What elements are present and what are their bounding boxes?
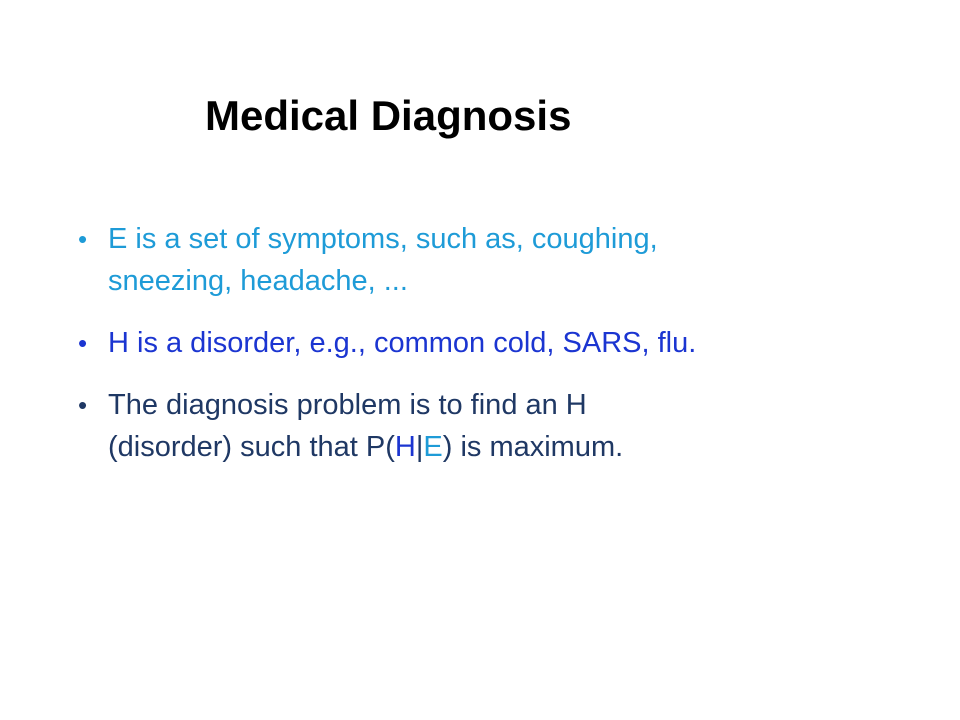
- bullet-text-segment: ) is maximum.: [442, 431, 624, 463]
- formula-h: H: [394, 431, 416, 463]
- bullet-dot-icon: •: [78, 224, 88, 254]
- slide-title: Medical Diagnosis: [205, 92, 572, 139]
- bullet-text-line: H is a disorder, e.g., common cold, SARS, flu.: [108, 327, 697, 359]
- formula-bar: |: [415, 431, 424, 463]
- bullet-text-line: E is a set of symptoms, such as, coughing,: [108, 223, 658, 255]
- bullet-text-segment: (disorder) such that P(: [108, 431, 395, 463]
- bullet-text-line: sneezing, headache, ...: [108, 265, 408, 297]
- bullet-item-problem: [78, 384, 918, 468]
- bullet-list: [78, 218, 918, 488]
- bullet-dot-icon: •: [78, 390, 88, 420]
- bullet-item-evidence: [78, 218, 918, 302]
- bullet-text-line: The diagnosis problem is to find an H: [108, 389, 587, 421]
- bullet-dot-icon: •: [78, 328, 88, 358]
- formula-e: E: [423, 431, 443, 463]
- bullet-item-hypothesis: [78, 322, 918, 364]
